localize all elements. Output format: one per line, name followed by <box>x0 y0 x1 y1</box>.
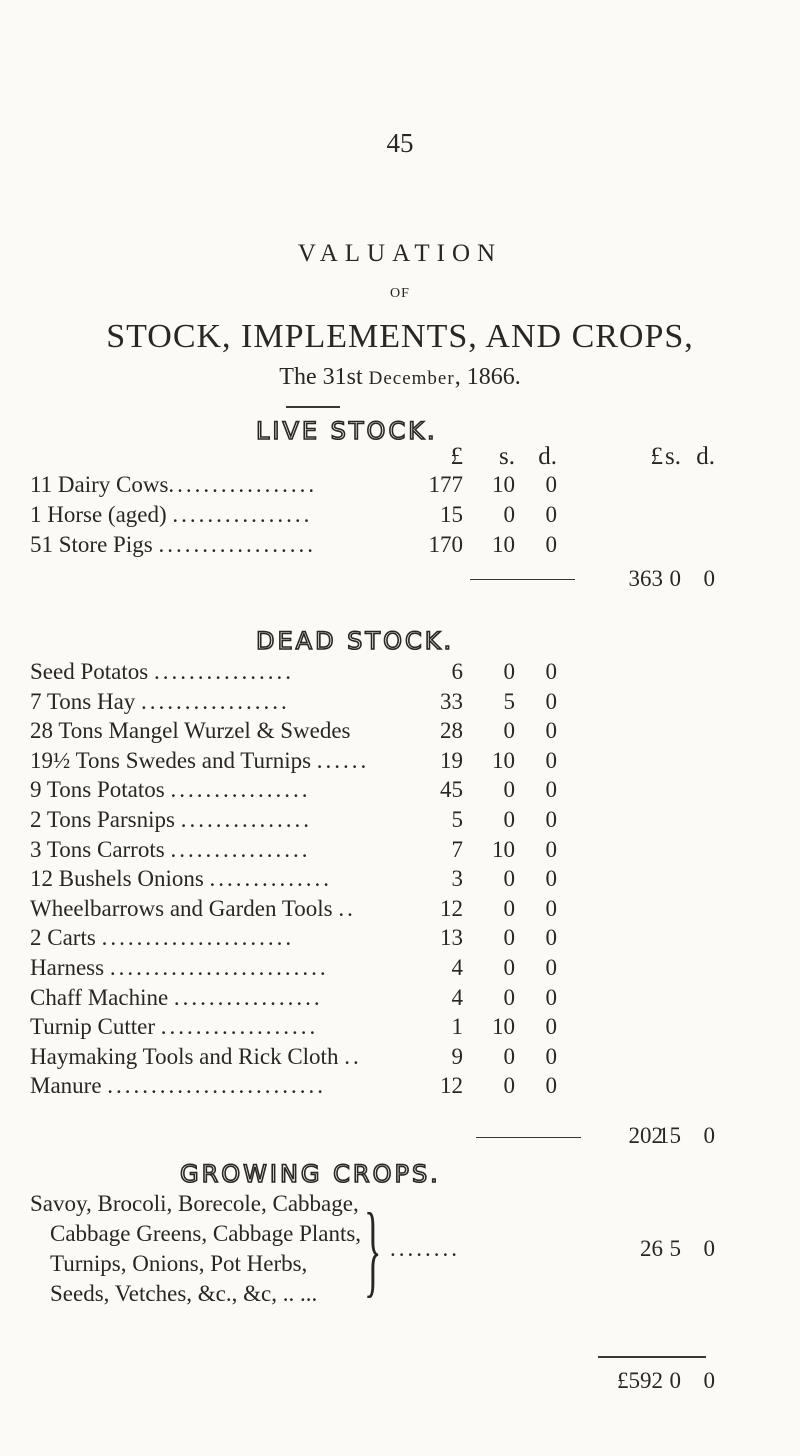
total-pence-header: d. <box>696 443 715 470</box>
item-label: 2 Carts <box>30 925 96 950</box>
item-leader: .................. <box>158 532 316 557</box>
item-shillings: 0 <box>503 866 515 891</box>
crops-subtotal-pence: 0 <box>703 1236 715 1261</box>
crops-line-2: Cabbage Greens, Cabbage Plants, <box>50 1221 362 1246</box>
item-label: 12 Bushels Onions <box>30 866 204 891</box>
item-leader: ...... <box>316 748 370 773</box>
item-shillings: 10 <box>492 748 515 773</box>
item-leader: .. <box>344 1044 362 1069</box>
dead-stock-subtotal-shillings: 15 <box>658 1123 681 1148</box>
item-shillings: 0 <box>503 925 515 950</box>
item-label: 3 Tons Carrots <box>30 837 165 862</box>
item-label: Seed Potatos <box>30 659 149 684</box>
grand-total-pence: 0 <box>703 1368 715 1393</box>
list-item <box>30 532 316 558</box>
grand-total-shillings: 0 <box>669 1368 681 1393</box>
item-label: Harness <box>30 955 105 980</box>
crops-subtotal-shillings: 5 <box>669 1236 681 1261</box>
item-leader: ......................... <box>109 955 329 980</box>
item-leader: ...................... <box>101 925 295 950</box>
item-shillings: 0 <box>503 955 515 980</box>
total-shillings-header: s. <box>665 443 681 470</box>
grand-total-rule <box>598 1356 706 1358</box>
item-pence: 0 <box>545 659 557 684</box>
item-shillings: 5 <box>503 689 515 714</box>
list-item <box>30 1044 362 1070</box>
item-pounds: 7 <box>451 837 463 862</box>
item-leader: ................ <box>170 777 311 802</box>
item-label: 11 Dairy Cows <box>30 472 169 497</box>
list-item <box>30 472 317 498</box>
total-pounds-header: £ <box>650 443 663 470</box>
item-pence: 0 <box>545 502 557 527</box>
item-pence: 0 <box>545 718 557 743</box>
item-leader: ................. <box>141 689 290 714</box>
live-stock-heading: LIVE STOCK. <box>256 417 438 445</box>
list-item <box>30 659 294 685</box>
pence-header: d. <box>538 443 557 470</box>
list-item <box>30 718 350 744</box>
item-pounds: 12 <box>440 896 463 921</box>
item-shillings: 10 <box>492 837 515 862</box>
list-item <box>30 837 310 863</box>
item-pounds: 4 <box>451 955 463 980</box>
item-pounds: 15 <box>440 502 463 527</box>
grand-total-pounds: £592 <box>617 1368 663 1393</box>
item-pence: 0 <box>545 866 557 891</box>
item-pounds: 3 <box>451 866 463 891</box>
live-stock-subtotal-shillings: 0 <box>669 566 681 591</box>
item-pence: 0 <box>545 748 557 773</box>
item-shillings: 0 <box>503 718 515 743</box>
item-leader: ................ <box>172 502 313 527</box>
item-leader: ......................... <box>107 1073 327 1098</box>
item-label: 1 Horse (aged) <box>30 502 167 527</box>
title-of: OF <box>390 286 410 301</box>
item-pounds: 28 <box>440 718 463 743</box>
dead-stock-heading: DEAD STOCK. <box>256 627 455 655</box>
list-item <box>30 1014 318 1040</box>
list-item <box>30 502 312 528</box>
item-label: 28 Tons Mangel Wurzel & Swedes <box>30 718 351 743</box>
item-label: Haymaking Tools and Rick Cloth <box>30 1044 339 1069</box>
list-item <box>30 807 312 833</box>
item-shillings: 0 <box>503 807 515 832</box>
crops-line-4: Seeds, Vetches, &c., &c, .. ... <box>50 1281 318 1306</box>
item-label: 19½ Tons Swedes and Turnips <box>30 748 312 773</box>
item-label: Wheelbarrows and Garden Tools <box>30 896 333 921</box>
item-pence: 0 <box>545 985 557 1010</box>
list-item <box>30 866 332 892</box>
item-pounds: 9 <box>451 1044 463 1069</box>
list-item <box>30 925 294 951</box>
item-pence: 0 <box>545 689 557 714</box>
live-stock-subtotal-pounds: 363 <box>628 566 663 591</box>
item-label: Manure <box>30 1073 102 1098</box>
document-subtitle: STOCK, IMPLEMENTS, AND CROPS, <box>106 318 694 355</box>
item-shillings: 10 <box>492 1014 515 1039</box>
document-title: VALUATION <box>297 240 503 267</box>
growing-crops-heading: GROWING CROPS. <box>180 1160 441 1188</box>
crops-leader: ........ <box>390 1236 460 1261</box>
pounds-header: £ <box>450 443 463 470</box>
item-shillings: 10 <box>492 532 515 557</box>
dead-stock-subtotal-pounds: 202 <box>628 1123 663 1148</box>
item-label: 7 Tons Hay <box>30 689 136 714</box>
list-item <box>30 748 369 774</box>
item-pence: 0 <box>545 896 557 921</box>
date-month: December <box>368 368 455 389</box>
item-pounds: 13 <box>440 925 463 950</box>
item-leader: ................. <box>173 985 323 1010</box>
list-item <box>30 955 329 981</box>
crops-subtotal-pounds: 26 <box>640 1236 663 1261</box>
dead-stock-rule <box>476 1137 581 1138</box>
live-stock-rule <box>470 579 575 580</box>
item-pence: 0 <box>545 955 557 980</box>
item-pence: 0 <box>545 837 557 862</box>
item-pence: 0 <box>545 472 557 497</box>
item-leader: .............. <box>209 866 333 891</box>
item-pounds: 170 <box>428 532 463 557</box>
item-shillings: 0 <box>503 659 515 684</box>
item-pounds: 12 <box>440 1073 463 1098</box>
list-item <box>30 777 310 803</box>
list-item <box>30 985 323 1011</box>
title-rule <box>286 406 340 408</box>
item-label: 9 Tons Potatos <box>30 777 165 802</box>
item-pence: 0 <box>545 777 557 802</box>
live-stock-subtotal-pence: 0 <box>703 566 715 591</box>
shillings-header: s. <box>499 443 515 470</box>
item-pounds: 33 <box>440 689 463 714</box>
item-pounds: 177 <box>428 472 463 497</box>
item-leader: ............... <box>180 807 312 832</box>
document-date <box>0 364 800 391</box>
crops-brace: } <box>364 1192 382 1307</box>
item-pounds: 6 <box>451 659 463 684</box>
date-prefix: The 31st <box>279 364 369 390</box>
item-leader: .. <box>338 896 356 921</box>
item-pence: 0 <box>545 925 557 950</box>
item-shillings: 0 <box>503 1044 515 1069</box>
item-pence: 0 <box>545 807 557 832</box>
crops-line-1: Savoy, Brocoli, Borecole, Cabbage, <box>30 1191 359 1216</box>
item-leader: ................. <box>168 472 318 497</box>
list-item <box>30 896 356 922</box>
page-number: 45 <box>386 128 414 158</box>
list-item <box>30 1073 326 1099</box>
item-shillings: 0 <box>503 502 515 527</box>
item-shillings: 0 <box>503 896 515 921</box>
item-pounds: 5 <box>451 807 463 832</box>
item-pence: 0 <box>545 532 557 557</box>
item-shillings: 0 <box>503 777 515 802</box>
item-pence: 0 <box>545 1073 557 1098</box>
item-label: 51 Store Pigs <box>30 532 153 557</box>
date-suffix: , 1866. <box>454 364 521 390</box>
crops-line-3: Turnips, Onions, Pot Herbs, <box>50 1251 308 1276</box>
item-leader: ................ <box>153 659 294 684</box>
dead-stock-subtotal-pence: 0 <box>703 1123 715 1148</box>
item-label: Chaff Machine <box>30 985 169 1010</box>
item-pounds: 19 <box>440 748 463 773</box>
item-shillings: 0 <box>503 1073 515 1098</box>
item-label: 2 Tons Parsnips <box>30 807 175 832</box>
item-label: Turnip Cutter <box>30 1014 156 1039</box>
item-pence: 0 <box>545 1044 557 1069</box>
item-shillings: 0 <box>503 985 515 1010</box>
item-leader: .................. <box>160 1014 319 1039</box>
list-item <box>30 689 290 715</box>
item-shillings: 10 <box>492 472 515 497</box>
item-leader: ................ <box>170 837 311 862</box>
item-pounds: 4 <box>451 985 463 1010</box>
item-pounds: 1 <box>451 1014 463 1039</box>
item-pence: 0 <box>545 1014 557 1039</box>
item-pounds: 45 <box>440 777 463 802</box>
